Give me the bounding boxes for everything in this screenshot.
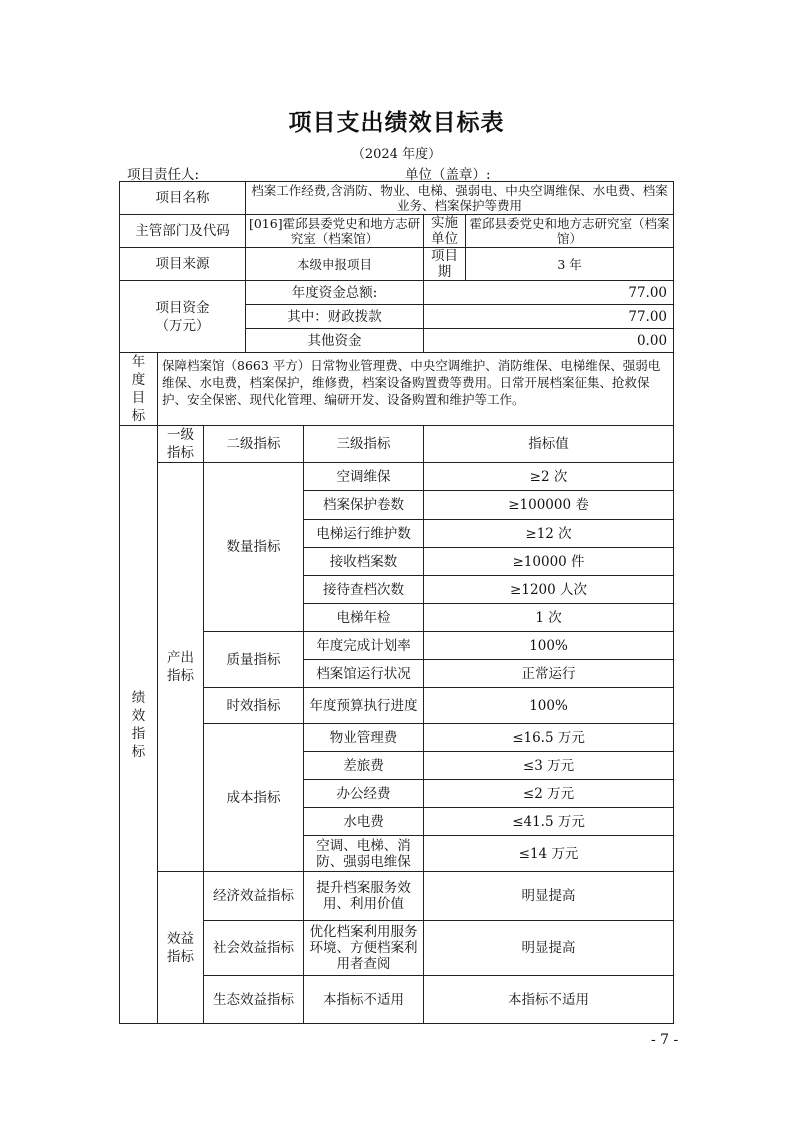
header-level2: 二级指标 [204,426,304,463]
benefit-indicator-label [158,872,204,1024]
header-level3: 三级指标 [304,426,424,463]
timeliness-indicator-label: 时效指标 [204,688,304,724]
indicator-name: 水电费 [304,808,424,836]
goal-char-3: 目 [131,390,146,406]
perf-char-1: 绩 [131,689,146,706]
row-project-name [120,182,674,215]
indicator-name: 档案保护卷数 [304,491,424,520]
indicator-value: ≥12 次 [424,520,674,548]
row-annual-goal [120,353,674,426]
indicator-value: ≤2 万元 [424,780,674,808]
row-source [120,248,674,281]
table-row [120,632,674,660]
project-name-label: 项目名称 [120,182,246,215]
goal-char-1: 年 [131,354,146,370]
benefit-label-line2: 指标 [167,948,194,965]
table-row [120,724,674,752]
source-label: 项目来源 [120,248,246,281]
funds-total-value: 77.00 [424,281,674,305]
funds-label-line2: （万元） [155,317,210,334]
page-title: 项目支出绩效目标表 [288,110,505,136]
dept-value: [016]霍邱县委党史和地方志研究室（档案馆） [246,215,424,248]
page-number: - 7 - [651,1032,679,1048]
goal-char-4: 标 [131,408,146,424]
row-funds-total [120,281,674,305]
indicator-value: 明显提高 [424,872,674,921]
benefit-label-line1: 效益 [167,930,194,947]
indicator-value: ≥10000 件 [424,548,674,576]
funds-label-line1: 项目资金 [155,299,210,316]
funds-label [120,281,246,353]
header-level1-line2: 指标 [167,445,194,461]
unit-stamp-label: 单位（盖章）: [405,167,491,183]
table-row [120,463,674,491]
funds-fiscal-label: 其中：财政拨款 [246,305,424,329]
indicator-value: ≥2 次 [424,463,674,491]
quality-indicator-label: 质量指标 [204,632,304,688]
output-indicator-label [158,463,204,872]
indicator-value: ≥1200 人次 [424,576,674,604]
benefit-level2: 社会效益指标 [204,921,304,976]
indicator-name: 差旅费 [304,752,424,780]
indicator-value: 本指标不适用 [424,976,674,1024]
indicator-value: 1 次 [424,604,674,632]
project-name-value: 档案工作经费,含消防、物业、电梯、强弱电、中央空调维保、水电费、档案业务、档案保护等费用 [246,182,674,215]
perf-char-4: 标 [131,743,146,760]
indicator-name: 本指标不适用 [304,976,424,1024]
indicator-name: 空调、电梯、消防、强弱电维保 [304,836,424,872]
impl-label: 实施单位 [424,215,466,248]
annual-goal-text: 保障档案馆（8663 平方）日常物业管理费、中央空调维护、消防维保、电梯维保、强弱电维保、水电费，档案保护，维修费，档案设备购置费等费用。日常开展档案征集、抢救保护、安全保密、现代化管理、编研开发、设备购置和维护等工作。 [158,353,674,426]
indicator-name: 年度完成计划率 [304,632,424,660]
indicator-value: 100% [424,688,674,724]
indicator-name: 办公经费 [304,780,424,808]
indicator-value: ≤41.5 万元 [424,808,674,836]
funds-other-value: 0.00 [424,329,674,353]
table-row [120,976,674,1024]
table-row [120,872,674,921]
indicator-name: 优化档案利用服务环境、方便档案利用者查阅 [304,921,424,976]
perf-char-3: 指 [131,725,146,742]
indicator-value: 100% [424,632,674,660]
quantity-indicator-label: 数量指标 [204,463,304,632]
table-row [120,688,674,724]
output-label-line1: 产出 [167,650,194,666]
table-row [120,921,674,976]
annual-goal-label [120,353,158,426]
responsible-label: 项目责任人: [127,167,200,183]
output-label-line2: 指标 [167,668,194,684]
indicator-value: ≥100000 卷 [424,491,674,520]
header-level1 [158,426,204,463]
benefit-level2: 经济效益指标 [204,872,304,921]
period-label: 项目期 [424,248,466,281]
indicator-name: 接收档案数 [304,548,424,576]
indicator-name: 提升档案服务效用、利用价值 [304,872,424,921]
funds-fiscal-value: 77.00 [424,305,674,329]
year-note: （2024 年度） [351,147,442,162]
goal-char-2: 度 [131,372,146,388]
impl-value: 霍邱县委党史和地方志研究室（档案馆） [466,215,674,248]
benefit-level2: 生态效益指标 [204,976,304,1024]
row-department [120,215,674,248]
indicator-value: ≤3 万元 [424,752,674,780]
header-level1-line1: 一级 [167,427,194,443]
perf-indicator-label [120,426,158,1024]
funds-total-label: 年度资金总额: [246,281,424,305]
indicator-name: 电梯运行维护数 [304,520,424,548]
indicator-name: 接待查档次数 [304,576,424,604]
perf-char-2: 效 [131,707,146,724]
indicator-value: 明显提高 [424,921,674,976]
indicator-value: ≤16.5 万元 [424,724,674,752]
indicator-name: 空调维保 [304,463,424,491]
funds-other-label: 其他资金 [246,329,424,353]
source-value: 本级申报项目 [246,248,424,281]
dept-label: 主管部门及代码 [120,215,246,248]
indicator-name: 年度预算执行进度 [304,688,424,724]
performance-target-table [119,181,674,1024]
row-perf-header [120,426,674,463]
indicator-name: 档案馆运行状况 [304,660,424,688]
indicator-value: 正常运行 [424,660,674,688]
period-value: 3 年 [466,248,674,281]
indicator-value: ≤14 万元 [424,836,674,872]
indicator-name: 电梯年检 [304,604,424,632]
header-value: 指标值 [424,426,674,463]
indicator-name: 物业管理费 [304,724,424,752]
cost-indicator-label: 成本指标 [204,724,304,872]
